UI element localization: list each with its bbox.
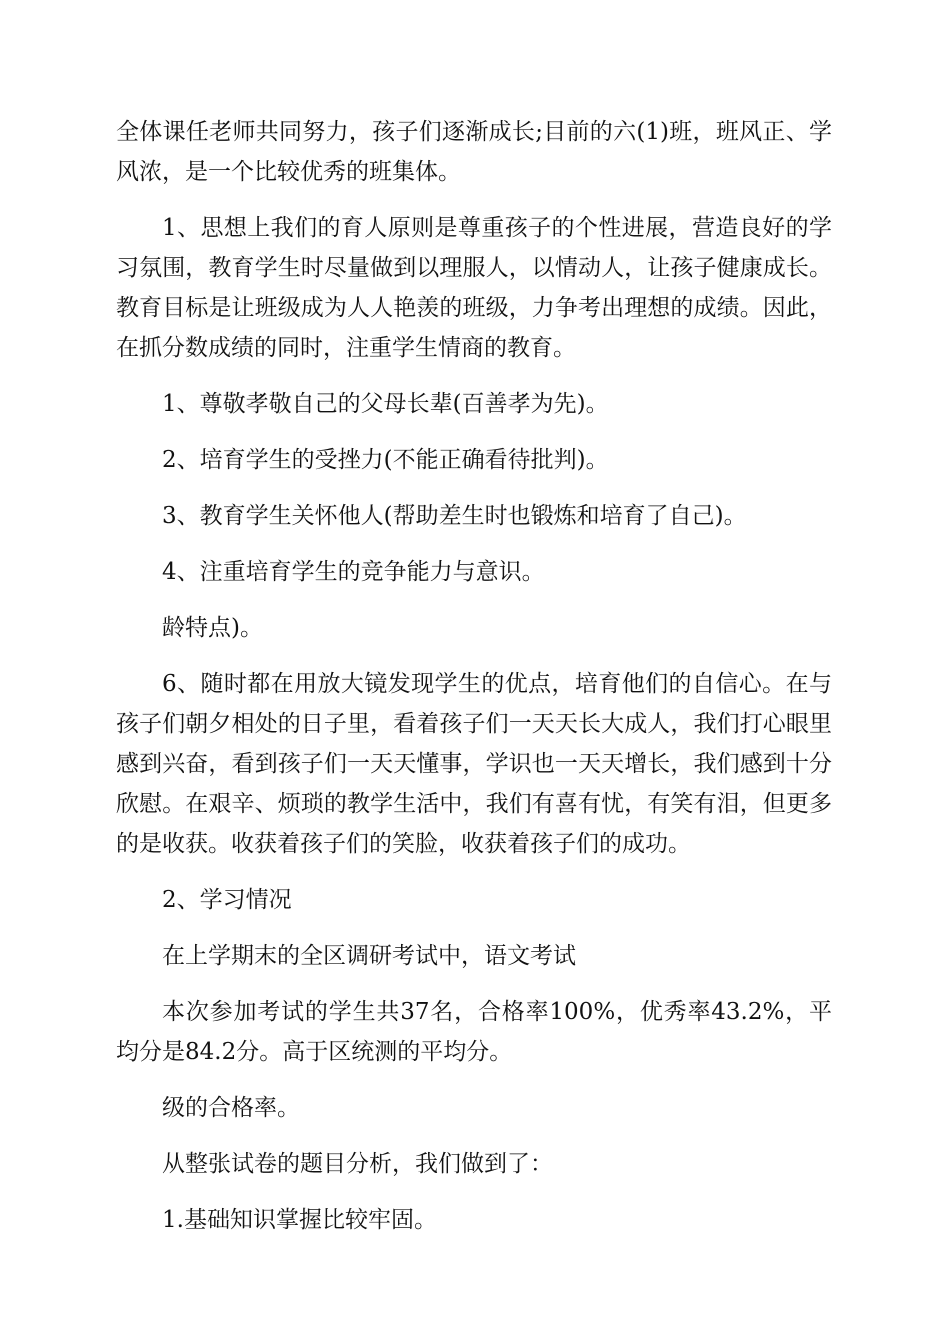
paragraph-4: 2、培育学生的受挫力(不能正确看待批判)。 bbox=[162, 447, 609, 473]
paragraph-5: 3、教育学生关怀他人(帮助差生时也锻炼和培育了自己)。 bbox=[162, 503, 747, 529]
paragraph-12: 级的合格率。 bbox=[162, 1095, 300, 1121]
paragraph-3: 1、尊敬孝敬自己的父母长辈(百善孝为先)。 bbox=[162, 391, 609, 417]
paragraph-7: 龄特点)。 bbox=[162, 615, 263, 641]
paragraph-13: 从整张试卷的题目分析，我们做到了： bbox=[162, 1151, 553, 1177]
paragraph-10: 在上学期末的全区调研考试中，语文考试 bbox=[162, 943, 576, 969]
paragraph-11: 本次参加考试的学生共37名，合格率100%，优秀率43.2%，平均分是84.2分。高于区统测的平均分。 bbox=[116, 999, 832, 1065]
paragraph-9: 2、学习情况 bbox=[162, 887, 292, 913]
paragraph-14: 1.基础知识掌握比较牢固。 bbox=[162, 1207, 437, 1233]
paragraph-8: 6、随时都在用放大镜发现学生的优点，培育他们的自信心。在与孩子们朝夕相处的日子里，看着孩子们一天天长大成人，我们打心眼里感到兴奋，看到孩子们一天天懂事，学识也一天天增长，我们感到十分欣慰。在艰辛、烦琐的教学生活中，我们有喜有忧，有笑有泪，但更多的是收获。收获着孩子们的笑脸，收获着孩子们的成功。 bbox=[116, 671, 832, 857]
document-body bbox=[116, 112, 832, 1256]
paragraph-1: 全体课任老师共同努力，孩子们逐渐成长;目前的六(1)班，班风正、学风浓，是一个比较优秀的班集体。 bbox=[116, 119, 832, 185]
paragraph-2: 1、思想上我们的育人原则是尊重孩子的个性进展，营造良好的学习氛围，教育学生时尽量做到以理服人，以情动人，让孩子健康成长。教育目标是让班级成为人人艳羡的班级，力争考出理想的成绩。因此，在抓分数成绩的同时，注重学生情商的教育。 bbox=[116, 215, 832, 361]
paragraph-6: 4、注重培育学生的竞争能力与意识。 bbox=[162, 559, 545, 585]
